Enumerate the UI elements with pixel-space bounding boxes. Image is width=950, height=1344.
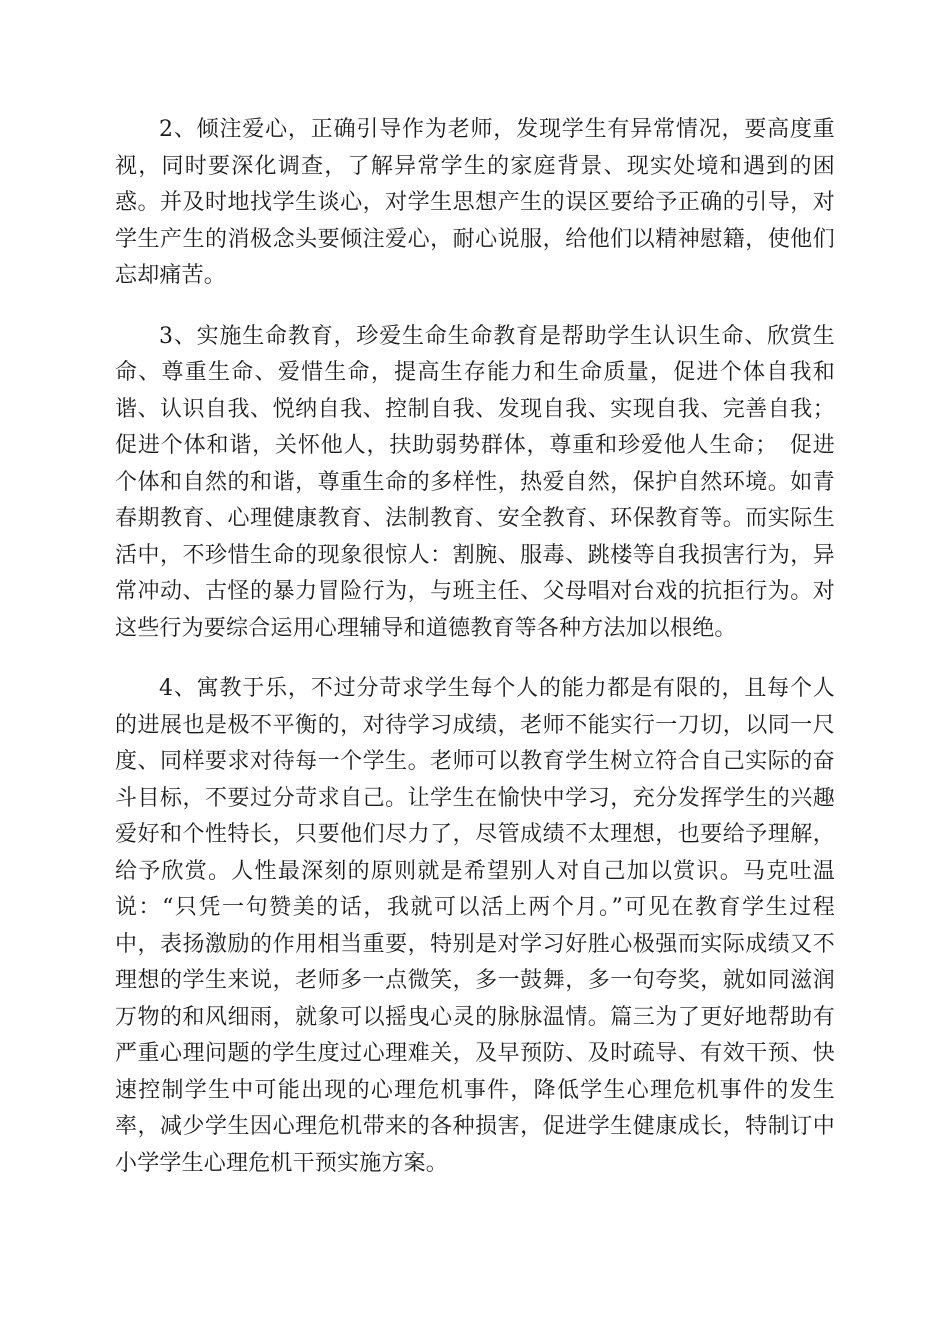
paragraph-3-life-education: 3、实施生命教育，珍爱生命生命教育是帮助学生认识生命、欣赏生命、尊重生命、爱惜生命，提高生存能力和生命质量，促进个体自我和谐、认识自我、悦纳自我、控制自我、发现自我、实现自我、完善自我；促进个体和谐，关怀他人，扶助弱势群体，尊重和珍爱他人生命； 促进个体和自然的和谐，尊重生命的多样性，热爱自然，保护自然环境。如青春期教育、心理健康教育、法制教育、安全教育、环保教育等。而实际生活中，不珍惜生命的现象很惊人：割腕、服毒、跳楼等自我损害行为，异常冲动、古怪的暴力冒险行为，与班主任、父母唱对台戏的抗拒行为。对这些行为要综合运用心理辅导和道德教育等各种方法加以根绝。 <box>115 323 835 641</box>
document-body <box>115 112 835 1206</box>
paragraph-4-teach-with-joy: 4、寓教于乐，不过分苛求学生每个人的能力都是有限的，且每个人的进展也是极不平衡的，对待学习成绩，老师不能实行一刀切，以同一尺度、同样要求对待每一个学生。老师可以教育学生树立符合自己实际的奋斗目标，不要过分苛求自己。让学生在愉快中学习，充分发挥学生的兴趣爱好和个性特长，只要他们尽力了，尽管成绩不太理想，也要给予理解，给予欣赏。人性最深刻的原则就是希望别人对自己加以赏识。马克吐温说：“只凭一句赞美的话，我就可以活上两个月。”可见在教育学生过程中，表扬激励的作用相当重要，特别是对学习好胜心极强而实际成绩又不理想的学生来说，老师多一点微笑，多一鼓舞，多一句夸奖，就如同滋润万物的和风细雨，就象可以摇曳心灵的脉脉温情。篇三为了更好地帮助有严重心理问题的学生度过心理难关，及早预防、及时疏导、有效干预、快速控制学生中可能出现的心理危机事件，降低学生心理危机事件的发生率，减少学生因心理危机带来的各种损害，促进学生健康成长，特制订中小学学生心理危机干预实施方案。 <box>115 676 835 1176</box>
paragraph-2-love-guidance: 2、倾注爱心，正确引导作为老师，发现学生有异常情况，要高度重视，同时要深化调查，了解异常学生的家庭背景、现实处境和遇到的困惑。并及时地找学生谈心，对学生思想产生的误区要给予正确的引导，对学生产生的消极念头要倾注爱心，耐心说服，给他们以精神慰籍，使他们忘却痛苦。 <box>115 117 835 288</box>
